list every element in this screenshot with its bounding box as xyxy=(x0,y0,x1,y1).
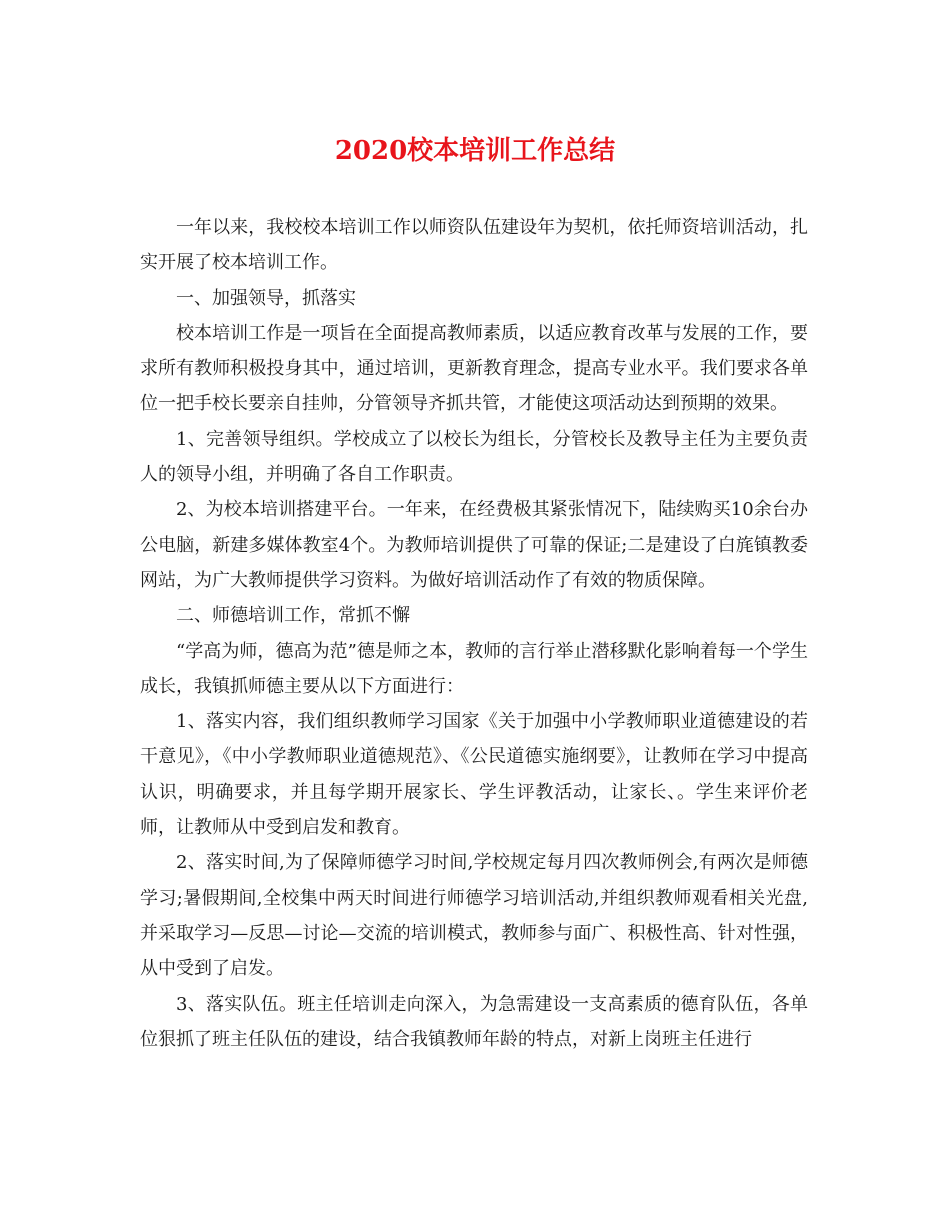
paragraph-item-2-1: 1、落实内容，我们组织教师学习国家《关于加强中小学教师职业道德建设的若干意见》，《中小学教师职业道德规范》、《公民道德实施纲要》，让教师在学习中提高认识，明确要求，并且每学期开展家长、学生评教活动，让家长、。学生来评价老师，让教师从中受到启发和教育。 xyxy=(140,711,808,839)
paragraph-item-1-2: 2、为校本培训搭建平台。一年来，在经费极其紧张情况下，陆续购买10余台办公电脑，新建多媒体教室4个。为教师培训提供了可靠的保证;二是建设了白旄镇教委网站，为广大教师提供学习资料。为做好培训活动作了有效的物质保障。 xyxy=(140,499,808,591)
paragraph-item-2-3: 3、落实队伍。班主任培训走向深入，为急需建设一支高素质的德育队伍，各单位狠抓了班主任队伍的建设，结合我镇教师年龄的特点，对新上岗班主任进行 xyxy=(140,993,808,1050)
document-title: 2020校本培训工作总结 xyxy=(334,136,616,166)
paragraph-item-1-1: 1、完善领导组织。学校成立了以校长为组长，分管校长及教导主任为主要负责人的领导小组，并明确了各自工作职责。 xyxy=(140,428,808,486)
paragraph-intro: 一年以来，我校校本培训工作以师资队伍建设年为契机，依托师资培训活动，扎实开展了校本培训工作。 xyxy=(140,217,808,274)
paragraph-item-2-2: 2、落实时间,为了保障师德学习时间,学校规定每月四次教师例会,有两次是师德学习;暑假期间,全校集中两天时间进行师德学习培训活动,并组织教师观看相关光盘,并采取学习—反思—讨论—交流的培训模式，教师参与面广、积极性高、针对性强，从中受到了启发。 xyxy=(140,852,808,980)
document-body xyxy=(140,210,808,1057)
paragraph-section-2: “学高为师，德高为范”德是师之本，教师的言行举止潜移默化影响着每一个学生成长，我镇抓师德主要从以下方面进行： xyxy=(140,640,808,697)
section-heading-1: 一、加强领导，抓落实 xyxy=(176,287,356,309)
section-heading-2: 二、师德培训工作，常抓不懈 xyxy=(176,605,410,627)
paragraph-section-1: 校本培训工作是一项旨在全面提高教师素质，以适应教育改革与发展的工作，要求所有教师积极投身其中，通过培训，更新教育理念，提高专业水平。我们要求各单位一把手校长要亲自挂帅，分管领导齐抓共管，才能使这项活动达到预期的效果。 xyxy=(140,322,808,415)
